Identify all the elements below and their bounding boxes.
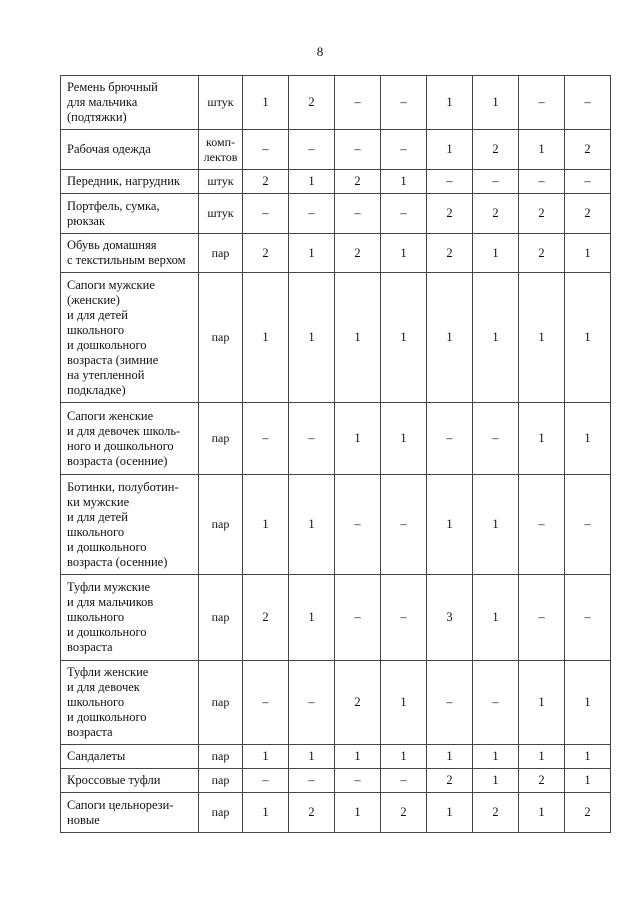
item-name-line: Портфель, сумка, xyxy=(67,198,160,213)
item-name-cell xyxy=(61,769,199,793)
unit-line: пар xyxy=(211,773,230,787)
item-name-line: и дошкольного xyxy=(67,337,147,352)
quantity-cell: – xyxy=(473,661,519,745)
quantity-cell: 1 xyxy=(289,273,335,403)
quantity-cell: 1 xyxy=(381,273,427,403)
unit-line: пар xyxy=(211,431,230,445)
item-name-line: и для девочек школь- xyxy=(67,423,181,438)
quantity-cell: 2 xyxy=(473,793,519,833)
quantity-cell: 1 xyxy=(381,170,427,194)
quantity-cell: – xyxy=(243,130,289,170)
quantity-cell: 1 xyxy=(289,234,335,273)
item-name-line: Кроссовые туфли xyxy=(67,773,161,787)
quantity-cell: 2 xyxy=(243,575,289,661)
quantity-cell: 1 xyxy=(519,273,565,403)
table-row xyxy=(61,234,611,273)
quantity-cell: – xyxy=(289,194,335,234)
quantity-cell: – xyxy=(243,403,289,475)
unit-line: лектов xyxy=(203,149,238,164)
unit-cell xyxy=(199,130,243,170)
quantity-cell: 1 xyxy=(427,793,473,833)
item-name-line: возраста (осенние) xyxy=(67,554,168,569)
item-name-line: Сапоги цельнорези- xyxy=(67,797,174,812)
item-name-cell xyxy=(61,76,199,130)
unit-cell xyxy=(199,793,243,833)
clothing-norms-table xyxy=(60,75,611,833)
quantity-cell: 1 xyxy=(289,170,335,194)
quantity-cell: 1 xyxy=(473,475,519,575)
quantity-cell: 1 xyxy=(289,475,335,575)
item-name-line: Сапоги женские xyxy=(67,408,154,423)
unit-cell xyxy=(199,745,243,769)
item-name-cell xyxy=(61,273,199,403)
item-name-line: возраста xyxy=(67,640,113,654)
item-name-line: и дошкольного xyxy=(67,710,147,724)
page-number: 8 xyxy=(316,44,324,59)
item-name-line: для мальчика xyxy=(67,95,138,109)
quantity-cell: 1 xyxy=(243,745,289,769)
item-name-line: Ботинки, полуботин- xyxy=(67,479,179,494)
quantity-cell: 1 xyxy=(427,76,473,130)
quantity-cell: 2 xyxy=(427,234,473,273)
item-name-line: и для мальчиков xyxy=(67,595,154,609)
quantity-cell: 1 xyxy=(335,793,381,833)
quantity-cell: – xyxy=(243,769,289,793)
item-name-line: и дошкольного xyxy=(67,625,147,639)
item-name-line: школьного xyxy=(67,610,125,624)
table-row xyxy=(61,475,611,575)
quantity-cell: – xyxy=(243,194,289,234)
quantity-cell: – xyxy=(473,170,519,194)
quantity-cell: 2 xyxy=(427,194,473,234)
quantity-cell: – xyxy=(289,403,335,475)
quantity-cell: 1 xyxy=(473,575,519,661)
quantity-cell: 2 xyxy=(519,234,565,273)
quantity-cell: – xyxy=(565,170,611,194)
quantity-cell: 2 xyxy=(289,76,335,130)
unit-line: штук xyxy=(207,206,234,220)
quantity-cell: 2 xyxy=(519,194,565,234)
item-name-line: и дошкольного xyxy=(67,539,147,554)
item-name-line: Сандалеты xyxy=(67,749,126,763)
item-name-line: Передник, нагрудник xyxy=(67,174,180,188)
quantity-cell: 1 xyxy=(381,745,427,769)
quantity-cell: 1 xyxy=(565,769,611,793)
item-name-cell xyxy=(61,745,199,769)
quantity-cell: 1 xyxy=(565,273,611,403)
quantity-cell: 3 xyxy=(427,575,473,661)
quantity-cell: 2 xyxy=(289,793,335,833)
quantity-cell: – xyxy=(289,661,335,745)
quantity-cell: 1 xyxy=(473,76,519,130)
quantity-cell: 1 xyxy=(289,575,335,661)
quantity-cell: – xyxy=(289,769,335,793)
quantity-cell: 2 xyxy=(565,130,611,170)
quantity-cell: – xyxy=(427,403,473,475)
item-name-cell xyxy=(61,194,199,234)
quantity-cell: – xyxy=(335,475,381,575)
item-name-line: (женские) xyxy=(67,292,120,307)
item-name-line: Ремень брючный xyxy=(67,80,158,94)
quantity-cell: – xyxy=(381,76,427,130)
item-name-line: Туфли женские xyxy=(67,665,149,679)
unit-cell xyxy=(199,661,243,745)
quantity-cell: – xyxy=(519,475,565,575)
unit-cell xyxy=(199,170,243,194)
quantity-cell: 2 xyxy=(473,130,519,170)
unit-line: пар xyxy=(211,610,230,624)
item-name-line: возраста xyxy=(67,725,113,739)
quantity-cell: 1 xyxy=(243,793,289,833)
quantity-cell: 2 xyxy=(335,170,381,194)
quantity-cell: 1 xyxy=(243,76,289,130)
item-name-cell xyxy=(61,403,199,475)
quantity-cell: – xyxy=(335,575,381,661)
unit-line: пар xyxy=(211,245,230,260)
quantity-cell: – xyxy=(519,170,565,194)
quantity-cell: – xyxy=(473,403,519,475)
quantity-cell: 1 xyxy=(565,745,611,769)
unit-cell xyxy=(199,234,243,273)
quantity-cell: – xyxy=(565,575,611,661)
table-row xyxy=(61,194,611,234)
quantity-cell: 2 xyxy=(243,170,289,194)
item-name-line: Обувь домашняя xyxy=(67,238,157,252)
quantity-cell: 1 xyxy=(427,273,473,403)
table-body xyxy=(61,76,611,833)
item-name-line: новые xyxy=(67,812,100,827)
unit-line: пар xyxy=(211,695,230,709)
item-name-cell xyxy=(61,130,199,170)
item-name-line: с текстильным верхом xyxy=(67,253,186,267)
quantity-cell: – xyxy=(381,475,427,575)
quantity-cell: – xyxy=(381,194,427,234)
item-name-cell xyxy=(61,793,199,833)
item-name-line: (подтяжки) xyxy=(67,110,127,124)
item-name-line: на утепленной xyxy=(67,367,145,382)
item-name-cell xyxy=(61,661,199,745)
item-name-line: подкладке) xyxy=(67,382,126,397)
unit-cell xyxy=(199,76,243,130)
quantity-cell: – xyxy=(335,769,381,793)
quantity-cell: – xyxy=(335,76,381,130)
unit-line: пар xyxy=(211,517,230,531)
quantity-cell: – xyxy=(243,661,289,745)
quantity-cell: 1 xyxy=(381,403,427,475)
quantity-cell: 1 xyxy=(473,769,519,793)
table-row xyxy=(61,769,611,793)
item-name-line: школьного xyxy=(67,322,125,337)
unit-line: штук xyxy=(207,174,234,188)
quantity-cell: 1 xyxy=(381,661,427,745)
quantity-cell: – xyxy=(519,76,565,130)
quantity-cell: 1 xyxy=(519,661,565,745)
quantity-cell: – xyxy=(381,130,427,170)
table-row xyxy=(61,575,611,661)
quantity-cell: – xyxy=(427,661,473,745)
unit-line: штук xyxy=(207,95,234,109)
quantity-cell: 2 xyxy=(335,234,381,273)
item-name-cell xyxy=(61,475,199,575)
unit-cell xyxy=(199,194,243,234)
quantity-cell: – xyxy=(565,475,611,575)
item-name-line: школьного xyxy=(67,524,125,539)
table-row xyxy=(61,661,611,745)
item-name-line: Туфли мужские xyxy=(67,580,151,594)
quantity-cell: 1 xyxy=(519,793,565,833)
unit-line: пар xyxy=(211,749,230,763)
quantity-cell: – xyxy=(289,130,335,170)
unit-cell xyxy=(199,769,243,793)
item-name-line: Сапоги мужские xyxy=(67,277,155,292)
quantity-cell: 1 xyxy=(473,273,519,403)
quantity-cell: 1 xyxy=(519,130,565,170)
unit-line: пар xyxy=(211,330,230,344)
quantity-cell: 2 xyxy=(335,661,381,745)
table-row xyxy=(61,76,611,130)
quantity-cell: 1 xyxy=(519,403,565,475)
item-name-line: школьного xyxy=(67,695,125,709)
quantity-cell: 1 xyxy=(427,130,473,170)
quantity-cell: 1 xyxy=(427,475,473,575)
table-row xyxy=(61,403,611,475)
quantity-cell: 2 xyxy=(427,769,473,793)
quantity-cell: 1 xyxy=(335,403,381,475)
item-name-line: и для детей xyxy=(67,307,128,322)
quantity-cell: 1 xyxy=(565,403,611,475)
table-row xyxy=(61,745,611,769)
quantity-cell: – xyxy=(335,194,381,234)
quantity-cell: 2 xyxy=(519,769,565,793)
quantity-cell: 1 xyxy=(243,273,289,403)
quantity-cell: – xyxy=(427,170,473,194)
unit-cell xyxy=(199,575,243,661)
item-name-line: возраста (осенние) xyxy=(67,453,168,468)
quantity-cell: – xyxy=(519,575,565,661)
quantity-cell: – xyxy=(381,575,427,661)
unit-cell xyxy=(199,273,243,403)
quantity-cell: 2 xyxy=(473,194,519,234)
unit-line: пар xyxy=(211,805,230,819)
item-name-line: Рабочая одежда xyxy=(67,142,151,156)
table-row xyxy=(61,170,611,194)
quantity-cell: 1 xyxy=(473,234,519,273)
quantity-cell: 1 xyxy=(381,234,427,273)
quantity-cell: 1 xyxy=(243,475,289,575)
item-name-line: рюкзак xyxy=(67,213,106,228)
quantity-cell: 1 xyxy=(427,745,473,769)
quantity-cell: – xyxy=(565,76,611,130)
table-row xyxy=(61,130,611,170)
item-name-line: и для девочек xyxy=(67,680,140,694)
quantity-cell: 2 xyxy=(243,234,289,273)
quantity-cell: 1 xyxy=(565,661,611,745)
table-row xyxy=(61,793,611,833)
item-name-line: ки мужские xyxy=(67,494,130,509)
quantity-cell: 1 xyxy=(565,234,611,273)
quantity-cell: – xyxy=(335,130,381,170)
quantity-cell: 1 xyxy=(335,745,381,769)
unit-cell xyxy=(199,475,243,575)
quantity-cell: 2 xyxy=(381,793,427,833)
item-name-cell xyxy=(61,234,199,273)
table-row xyxy=(61,273,611,403)
unit-cell xyxy=(199,403,243,475)
item-name-line: и для детей xyxy=(67,509,128,524)
quantity-cell: 2 xyxy=(565,793,611,833)
item-name-line: возраста (зимние xyxy=(67,352,159,367)
quantity-cell: 1 xyxy=(519,745,565,769)
quantity-cell: 2 xyxy=(565,194,611,234)
unit-line: комп- xyxy=(205,134,235,149)
item-name-cell xyxy=(61,575,199,661)
quantity-cell: 1 xyxy=(335,273,381,403)
quantity-cell: 1 xyxy=(473,745,519,769)
item-name-cell xyxy=(61,170,199,194)
quantity-cell: 1 xyxy=(289,745,335,769)
item-name-line: ного и дошкольного xyxy=(67,438,174,453)
quantity-cell: – xyxy=(381,769,427,793)
